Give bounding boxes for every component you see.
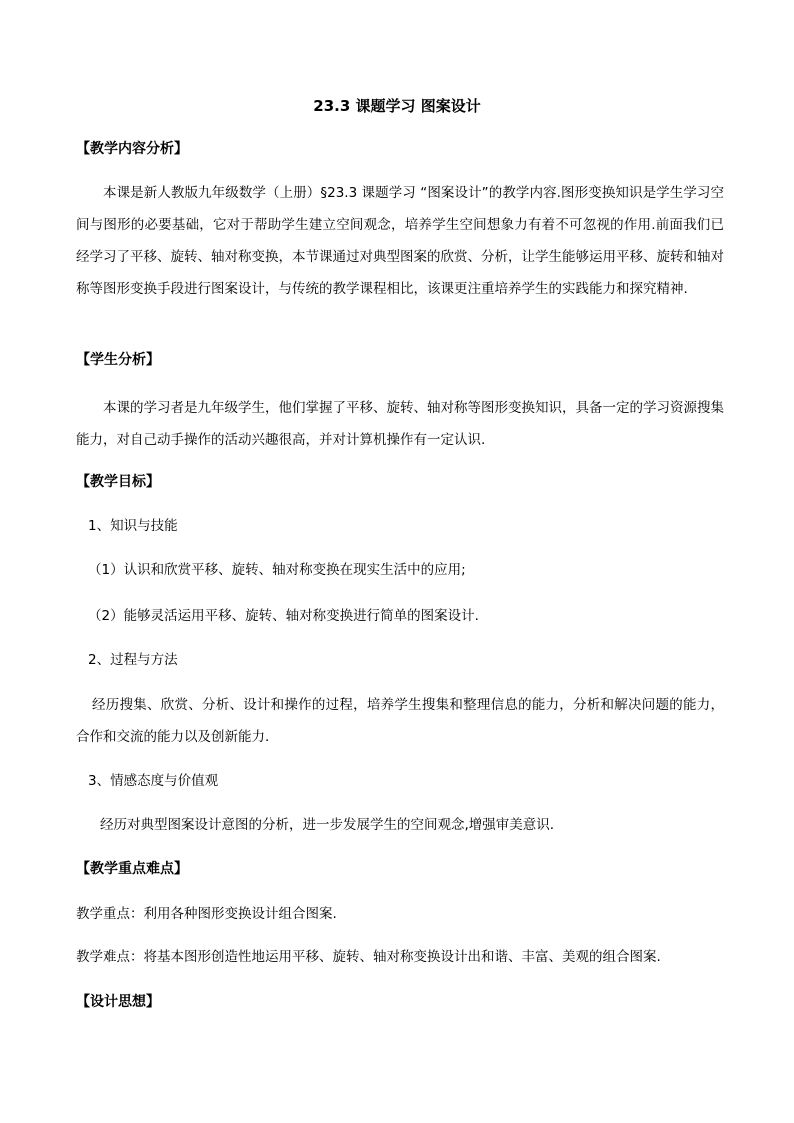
goal-process-method-title: 2、过程与方法	[88, 652, 178, 668]
goal-knowledge-item-1: （1）认识和欣赏平移、旋转、轴对称变换在现实生活中的应用;	[88, 562, 466, 578]
teaching-focus: 教学重点：利用各种图形变换设计组合图案.	[76, 906, 337, 922]
paragraph-student-analysis: 本课的学习者是九年级学生，他们掌握了平移、旋转、轴对称等图形变换知识，具备一定的学习资源搜集能力，对自己动手操作的活动兴趣很高，并对计算机操作有一定认识.	[76, 400, 724, 448]
goal-knowledge-item-2: （2）能够灵活运用平移、旋转、轴对称变换进行简单的图案设计.	[88, 608, 479, 624]
goal-process-method-paragraph: 经历搜集、欣赏、分析、设计和操作的过程，培养学生搜集和整理信息的能力，分析和解决问题的能力，合作和交流的能力以及创新能力.	[76, 697, 724, 745]
goal-knowledge-skills-title: 1、知识与技能	[88, 518, 178, 534]
heading-student-analysis: 【学生分析】	[76, 352, 160, 368]
teaching-difficulty: 教学难点：将基本图形创造性地运用平移、旋转、轴对称变换设计出和谐、丰富、美观的组合图案.	[76, 949, 661, 965]
heading-key-points: 【教学重点难点】	[76, 861, 188, 877]
heading-design-idea: 【设计思想】	[76, 994, 160, 1010]
heading-goals: 【教学目标】	[76, 474, 160, 490]
goal-attitude-values-paragraph: 经历对典型图案设计意图的分析，进一步发展学生的空间观念,增强审美意识.	[100, 817, 555, 833]
document-title: 23.3 课题学习 图案设计	[313, 97, 481, 115]
heading-content-analysis: 【教学内容分析】	[76, 141, 188, 157]
paragraph-content-analysis: 本课是新人教版九年级数学（上册）§23.3 课题学习 “图案设计”的教学内容.图形变换知识是学生学习空间与图形的必要基础，它对于帮助学生建立空间观念，培养学生空间想象力有着不可忽视的作用.前面我们已经学习了平移、旋转、轴对称变换，本节课通过对典型图案的欣赏、分析，让学生能够运用平移、旋转和轴对称等图形变换手段进行图案设计，与传统的教学课程相比，该课更注重培养学生的实践能力和探究精神.	[76, 185, 724, 297]
goal-attitude-values-title: 3、情感态度与价值观	[88, 773, 219, 789]
